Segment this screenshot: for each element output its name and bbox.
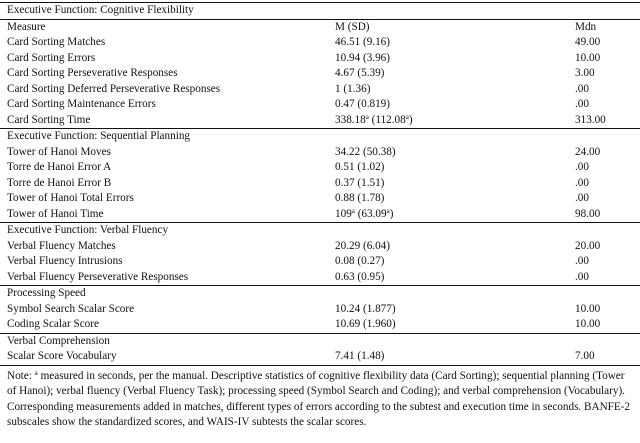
median-cell: 10.00 bbox=[575, 318, 601, 330]
measure-cell: Card Sorting Deferred Perseverative Responses bbox=[7, 82, 221, 95]
mean-sd-cell: 1 (1.36) bbox=[335, 82, 371, 95]
sd-superscript: a bbox=[405, 112, 409, 121]
sd-close: ) bbox=[408, 113, 413, 126]
note-text: measured in seconds, per the manual. Descriptive statistics of cognitive flexibility data (Card Sorting); sequential planning (Tower of Hanoi); verbal fluency (Verbal Fluency Task); processing speed (Symbol Search and Coding); and verbal comprehension (Vocabulary). Corresponding measurements added in matches, different types of errors according to the subtest and execution time in seconds. BANFE-2 subscales show the standardized scores, and WAIS-IV subtests the scalar scores. bbox=[7, 370, 631, 428]
table-row bbox=[0, 35, 640, 51]
sd-close: ) bbox=[389, 207, 394, 220]
note-superscript: a bbox=[34, 369, 38, 377]
table-row bbox=[0, 239, 640, 255]
mean-sd-cell: 0.63 (0.95) bbox=[335, 270, 385, 283]
median-cell: 313.00 bbox=[575, 113, 606, 126]
measure-cell: Verbal Fluency Matches bbox=[7, 239, 116, 252]
mean-sd-cell: 10.69 (1.960) bbox=[335, 318, 396, 330]
section-row bbox=[0, 286, 640, 302]
measure-cell: Torre de Hanoi Error A bbox=[7, 161, 112, 173]
table-row bbox=[0, 82, 640, 98]
mean-sd-cell: 0.47 (0.819) bbox=[335, 98, 390, 110]
measure-cell: Tower of Hanoi Total Errors bbox=[7, 192, 134, 204]
section-row bbox=[0, 223, 640, 239]
table-row bbox=[0, 317, 640, 333]
measure-cell: Card Sorting Maintenance Errors bbox=[7, 98, 156, 110]
median-cell: 49.00 bbox=[575, 36, 601, 48]
section-title: Executive Function: Sequential Planning bbox=[0, 129, 640, 145]
section-title: Executive Function: Verbal Fluency bbox=[0, 223, 640, 239]
section-row bbox=[0, 333, 640, 349]
section-title: Verbal Comprehension bbox=[0, 333, 640, 349]
median-cell: .00 bbox=[575, 255, 589, 267]
section-title: Processing Speed bbox=[0, 286, 640, 302]
measure-cell: Verbal Fluency Perseverative Responses bbox=[7, 270, 189, 283]
table-note bbox=[7, 369, 635, 430]
mean-sd-cell: 0.51 (1.02) bbox=[335, 161, 385, 173]
table-body bbox=[0, 3, 640, 366]
measure-cell: Torre de Hanoi Error B bbox=[7, 176, 112, 189]
mean-sd-cell: 4.67 (5.39) bbox=[335, 67, 385, 79]
table-row bbox=[0, 160, 640, 176]
note-prefix: Note: bbox=[7, 370, 35, 382]
table-row bbox=[0, 302, 640, 318]
mean-sd-cell: 0.88 (1.78) bbox=[335, 192, 385, 204]
mean-superscript: a bbox=[365, 112, 369, 121]
mean-sd-cell: 10.94 (3.96) bbox=[335, 51, 390, 64]
mean-sd-cell: 46.51 (9.16) bbox=[335, 36, 390, 48]
median-cell: .00 bbox=[575, 82, 589, 95]
table-row bbox=[0, 51, 640, 67]
measure-cell: Card Sorting Matches bbox=[7, 36, 106, 48]
header-msd: M (SD) bbox=[328, 19, 568, 35]
mean-sd-cell: 0.37 (1.51) bbox=[335, 176, 385, 189]
median-cell: .00 bbox=[575, 98, 589, 110]
median-cell: 10.00 bbox=[575, 51, 601, 64]
measure-cell: Tower of Hanoi Time bbox=[7, 207, 104, 220]
median-cell: 98.00 bbox=[575, 207, 601, 220]
measure-cell: Symbol Search Scalar Score bbox=[7, 302, 135, 315]
median-cell: .00 bbox=[575, 161, 589, 173]
mean-sd-cell: 0.08 (0.27) bbox=[335, 255, 385, 267]
column-header-row bbox=[0, 19, 640, 35]
sd-superscript: a bbox=[386, 206, 390, 215]
table-row bbox=[0, 113, 640, 129]
section-row bbox=[0, 129, 640, 145]
median-cell: 7.00 bbox=[568, 349, 640, 365]
header-mdn: Mdn bbox=[568, 19, 640, 35]
table-row bbox=[0, 66, 640, 82]
median-cell: .00 bbox=[575, 270, 589, 283]
mean-sd-cell: 7.41 (1.48) bbox=[328, 349, 568, 365]
measure-cell: Scalar Score Vocabulary bbox=[0, 349, 328, 365]
measure-cell: Card Sorting Errors bbox=[7, 51, 96, 64]
table-row bbox=[0, 270, 640, 286]
median-cell: 3.00 bbox=[575, 67, 595, 79]
section-row bbox=[0, 3, 640, 20]
mean-sd-cell: 34.22 (50.38) bbox=[335, 145, 396, 158]
measure-cell: Card Sorting Perseverative Responses bbox=[7, 67, 178, 79]
mean-superscript: a bbox=[351, 206, 355, 215]
median-cell: 10.00 bbox=[575, 302, 601, 315]
descriptive-statistics-table bbox=[0, 2, 640, 366]
table-row bbox=[0, 349, 640, 365]
mean-sd-cell bbox=[328, 113, 568, 129]
measure-cell: Tower of Hanoi Moves bbox=[7, 145, 111, 158]
mean-sd-cell bbox=[328, 207, 568, 223]
measure-cell: Coding Scalar Score bbox=[7, 318, 99, 330]
table-row bbox=[0, 97, 640, 113]
measure-cell: Verbal Fluency Intrusions bbox=[7, 255, 123, 267]
median-cell: 20.00 bbox=[575, 239, 601, 252]
mean-value: 109 bbox=[335, 207, 352, 220]
mean-sd-cell: 10.24 (1.877) bbox=[335, 302, 396, 315]
section-title: Executive Function: Cognitive Flexibility bbox=[0, 3, 640, 20]
header-measure: Measure bbox=[0, 19, 328, 35]
table-row bbox=[0, 254, 640, 270]
median-cell: 24.00 bbox=[575, 145, 601, 158]
sd-value: (112.08 bbox=[368, 113, 406, 126]
mean-value: 338.18 bbox=[335, 113, 366, 126]
measure-cell: Card Sorting Time bbox=[7, 113, 91, 126]
table-row bbox=[0, 176, 640, 192]
median-cell: .00 bbox=[575, 176, 589, 189]
table-row bbox=[0, 145, 640, 161]
median-cell: .00 bbox=[575, 192, 589, 204]
mean-sd-cell: 20.29 (6.04) bbox=[335, 239, 390, 252]
table-row bbox=[0, 207, 640, 223]
sd-value: (63.09 bbox=[354, 207, 387, 220]
table-row bbox=[0, 191, 640, 207]
